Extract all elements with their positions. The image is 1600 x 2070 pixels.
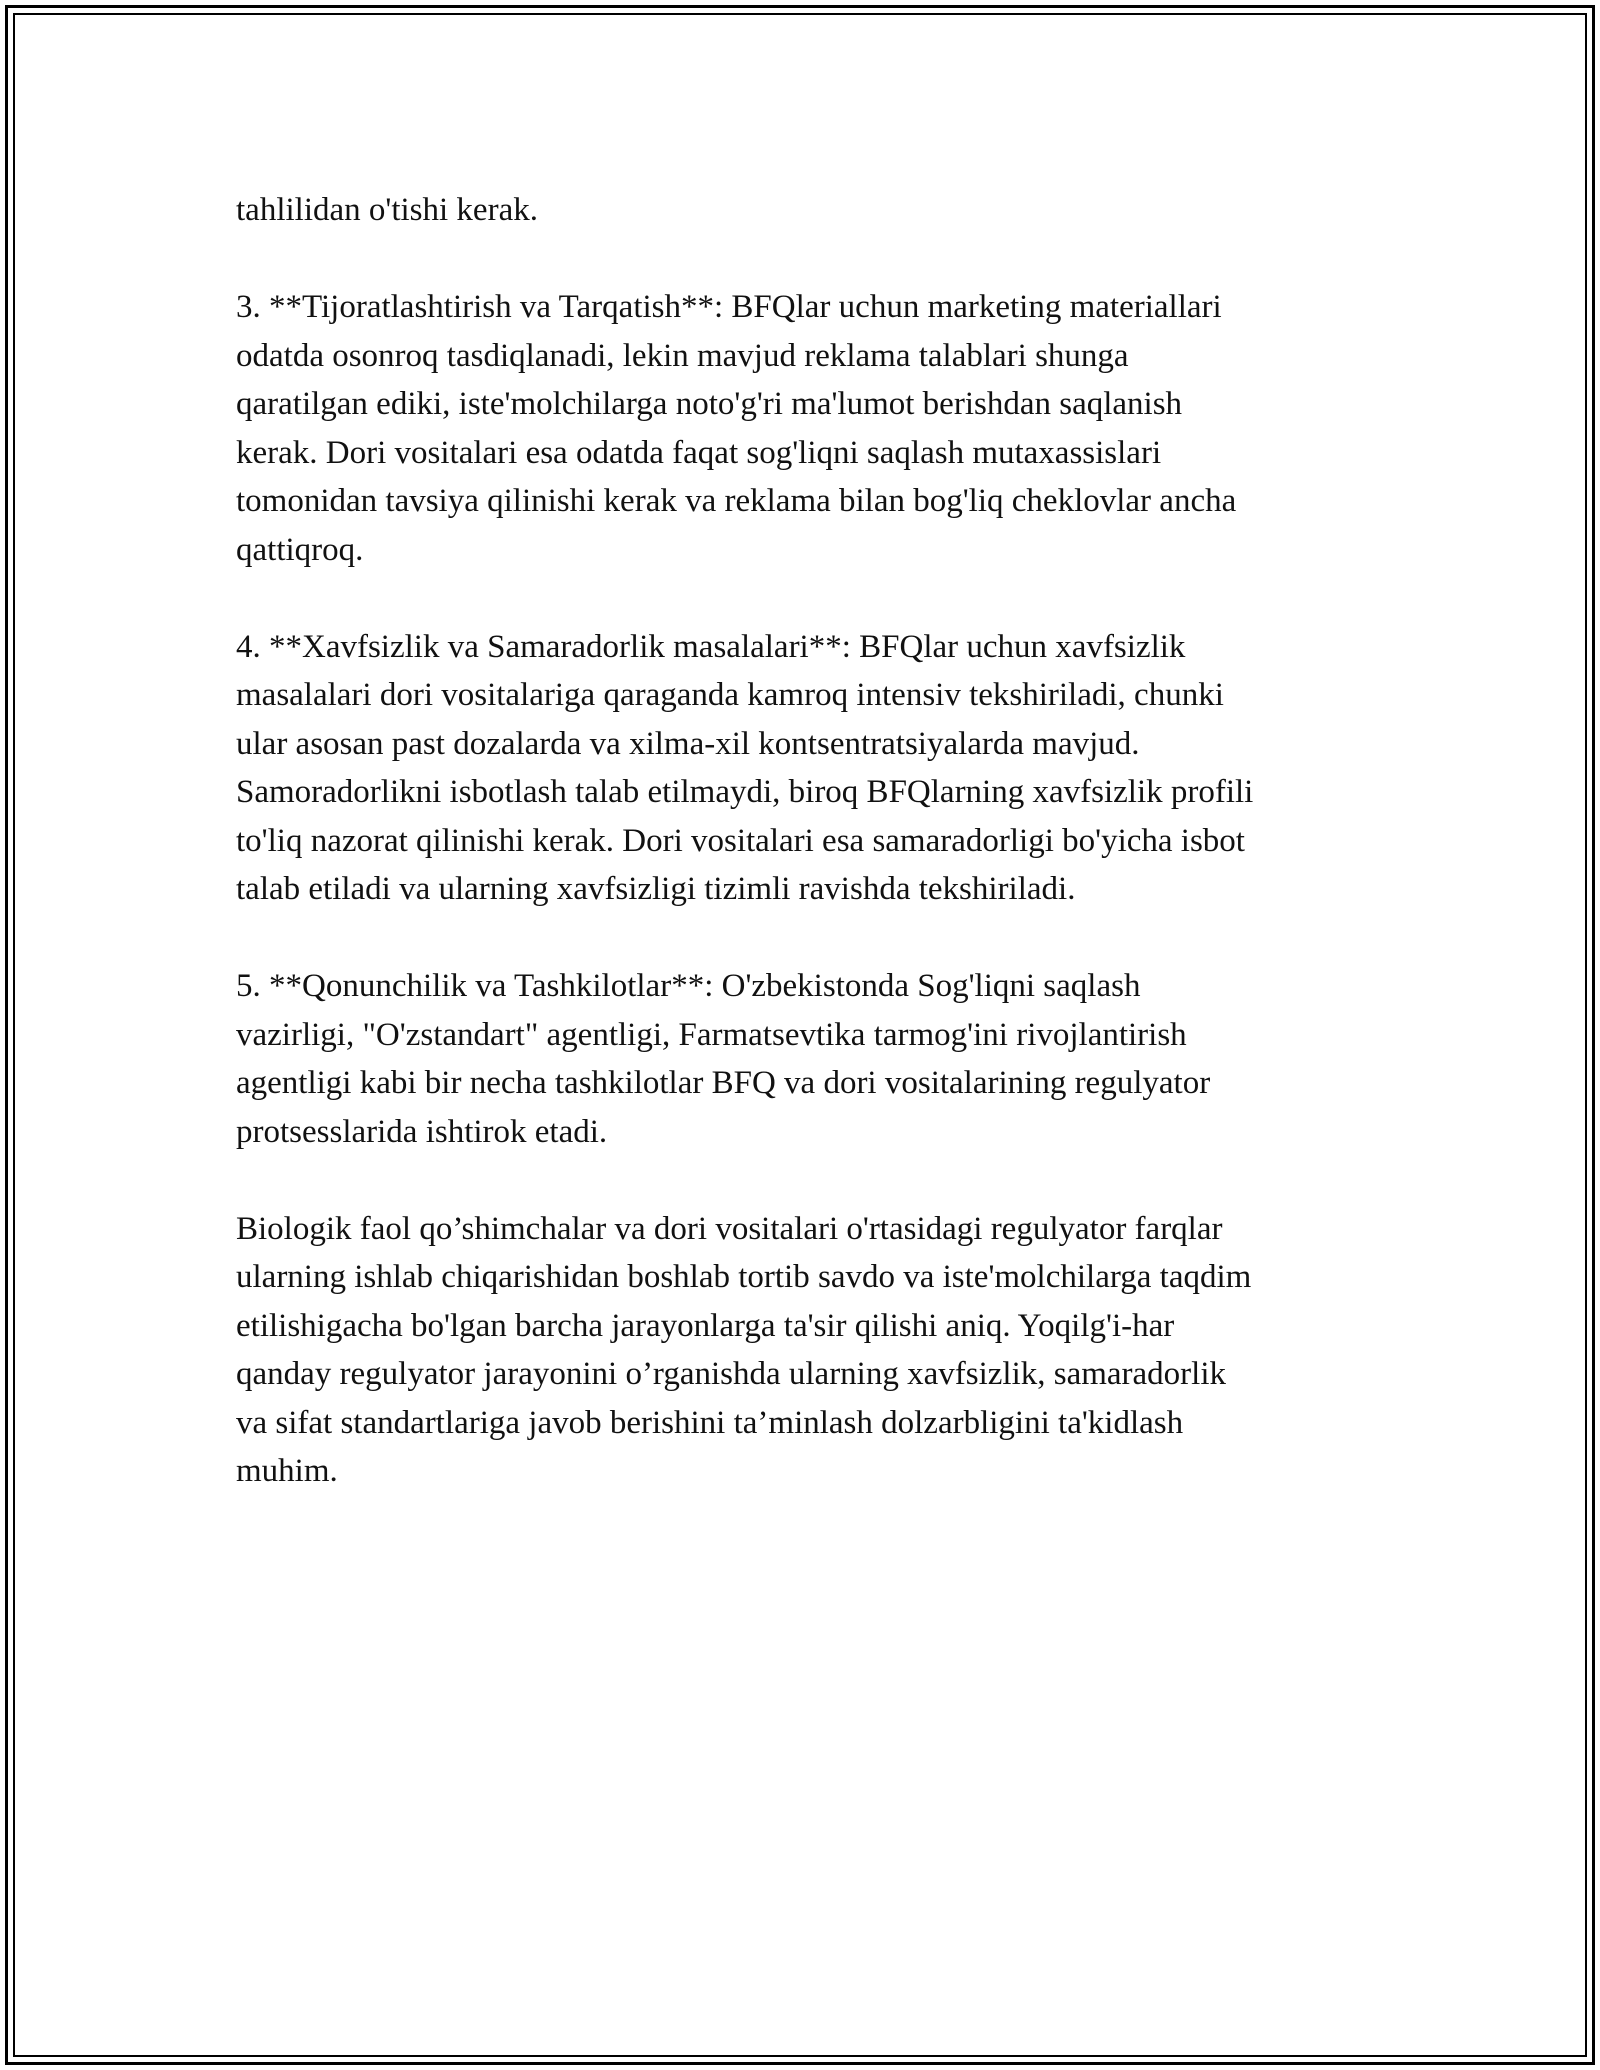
paragraph-legislation: 5. **Qonunchilik va Tashkilotlar**: O'zbekistonda Sog'liqni saqlash vazirligi, "O'zstandart" agentligi, Farmatsevtika tarmog'ini rivojlantirish agentligi kabi bir necha tashkilotlar BFQ va dori vositalarining regulyator protsesslarida ishtirok etadi. (236, 968, 1211, 1150)
paragraph-commercialization: 3. **Tijoratlashtirish va Tarqatish**: BFQlar uchun marketing materiallari odatda osonroq tasdiqlanadi, lekin mavjud reklama talablari shunga qaratilgan ediki, iste'molchilarga noto'g'ri ma'lumot berishdan saqlanish kerak. Dori vositalari esa odatda faqat sog'liqni saqlash mutaxassislari tomonidan tavsiya qilinishi kerak va reklama bilan bog'liq cheklovlar ancha qattiqroq. (236, 289, 1237, 568)
paragraph-safety-efficacy: 4. **Xavfsizlik va Samaradorlik masalalari**: BFQlar uchun xavfsizlik masalalari dori vositalariga qaraganda kamroq intensiv tekshiriladi, chunki ular asosan past dozalarda va xilma-xil kontsentratsiyalarda mavjud. Samoradorlikni isbotlash talab etilmaydi, biroq BFQlarning xavfsizlik profili to'liq nazorat qilinishi kerak. Dori vositalari esa samaradorligi bo'yicha isbot talab etiladi va ularning xavfsizligi tizimli ravishda tekshiriladi. (236, 628, 1254, 907)
paragraph-continuation: tahlilidan o'tishi kerak. (236, 192, 538, 228)
paragraph-conclusion: Biologik faol qo’shimchalar va dori vositalari o'rtasidagi regulyator farqlar ularning ishlab chiqarishidan boshlab tortib savdo va iste'molchilarga taqdim etilishigacha bo'lgan barcha jarayonlarga ta'sir qilishi aniq. Yoqilg'i-har qanday regulyator jarayonini o’rganishda ularning xavfsizlik, samaradorlik va sifat standartlariga javob berishini ta’minlash dolzarbligini ta'kidlash muhim. (236, 1210, 1252, 1489)
document-body (236, 186, 1376, 1544)
